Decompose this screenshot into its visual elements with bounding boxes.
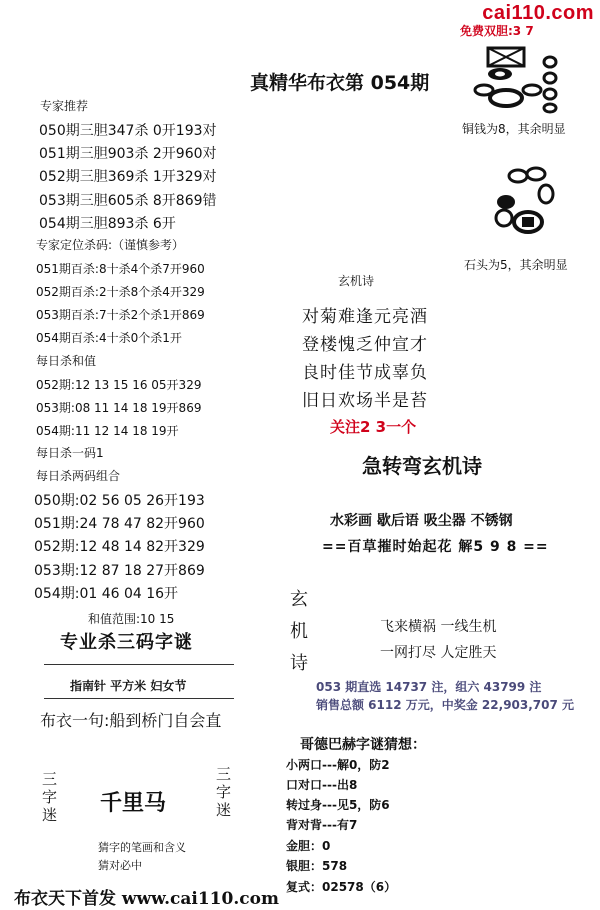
sum-range: 和值范围:10 15 [88, 612, 175, 626]
riddle-hint: 猜字的笔画和含义 [98, 841, 186, 854]
free-pick-text: 免费双胆:3 7 [460, 24, 534, 38]
riddle-title: 专业杀三码字谜 [60, 632, 193, 653]
divider [44, 698, 234, 699]
footer-text: 布衣天下首发 www.cai110.com [14, 889, 279, 909]
goethe-row: 转过身---见5，防6 [286, 798, 390, 812]
expert-row: 053期三胆605杀 8开869错 [39, 193, 217, 209]
goethe-row: 小两口---解0，防2 [286, 758, 390, 772]
position-kill-row: 054期百杀:4十杀0个杀1开 [36, 331, 182, 345]
poem-subtitle: 急转弯玄机诗 [362, 454, 482, 478]
puzzle-line: ==百草摧时始起花 解5 9 8 == [322, 539, 549, 555]
two-code-heading: 每日杀两码组合 [36, 469, 121, 483]
two-code-row: 053期:12 87 18 27开869 [34, 563, 205, 579]
goethe-row: 金胆：0 [286, 839, 331, 853]
riddle-answer: 千里马 [100, 791, 167, 816]
riddle-hint: 猜对必中 [98, 859, 142, 872]
riddle-side-left: 三 字 迷 [42, 770, 58, 824]
sum-kill-row: 054期:11 12 14 18 19开 [36, 424, 179, 438]
xuanji-vertical-title: 玄 机 诗 [290, 589, 308, 674]
position-kill-row: 053期百杀:7十杀2个杀1开869 [36, 308, 205, 322]
sum-kill-row: 052期:12 13 15 16 05开329 [36, 378, 202, 392]
divider [44, 664, 234, 665]
riddle-words: 指南针 平方米 妇女节 [70, 679, 187, 693]
expert-row: 052期三胆369杀 1开329对 [39, 169, 217, 185]
site-logo[interactable]: cai110.com [482, 2, 594, 24]
stones-picture [488, 160, 558, 240]
two-code-row: 050期:02 56 05 26开193 [34, 493, 205, 509]
poem-line: 登楼愧乏仲宣才 [302, 335, 428, 355]
expert-heading: 专家推荐 [40, 99, 89, 113]
expert-row: 054期三胆893杀 6开 [39, 216, 176, 232]
goethe-row: 银胆：578 [286, 859, 348, 873]
goethe-row: 口对口---出8 [286, 778, 358, 792]
sum-kill-heading: 每日杀和值 [36, 354, 97, 368]
focus-text: 关注2 3一个 [330, 418, 417, 436]
stones-caption: 石头为5，其余明显 [464, 258, 568, 272]
one-sentence: 布衣一句:船到桥门自会直 [40, 711, 222, 730]
two-code-row: 051期:24 78 47 82开960 [34, 516, 205, 532]
two-code-row: 054期:01 46 04 16开 [34, 586, 179, 602]
riddle-side-right: 三 字 迷 [216, 765, 232, 819]
coins-caption: 铜钱为8，其余明显 [462, 122, 566, 136]
expert-row: 050期三胆347杀 0开193对 [39, 123, 217, 139]
expert-row: 051期三胆903杀 2开960对 [39, 146, 217, 162]
poem-line: 良时佳节成辜负 [302, 363, 428, 383]
goethe-row: 复式：02578（6） [286, 880, 397, 894]
goethe-heading: 哥德巴赫字谜猜想： [300, 737, 426, 753]
position-kill-row: 052期百杀:2十杀8个杀4开329 [36, 285, 205, 299]
xuanji-line: 一网打尽 人定胜天 [380, 645, 497, 661]
sum-kill-row: 053期:08 11 14 18 19开869 [36, 401, 202, 415]
position-kill-row: 051期百杀:8十杀4个杀7开960 [36, 262, 205, 276]
xuanji-line: 飞来横祸 一线生机 [380, 619, 497, 635]
sales-line: 销售总额 6112 万元，中奖金 22,903,707 元 [316, 698, 575, 712]
poem-heading: 玄机诗 [338, 274, 375, 288]
poem-line: 对菊难逢元亮酒 [302, 307, 428, 327]
puzzle-words: 水彩画 歇后语 吸尘器 不锈钢 [330, 513, 513, 529]
coins-picture [470, 40, 570, 114]
sales-line: 053 期直选 14737 注，组六 43799 注 [316, 680, 542, 694]
two-code-row: 052期:12 48 14 82开329 [34, 539, 205, 555]
position-kill-heading: 专家定位杀码:（谨慎参考） [36, 238, 185, 252]
daily-one-code: 每日杀一码1 [36, 446, 104, 460]
goethe-row: 背对背---有7 [286, 818, 358, 832]
poem-line: 旧日欢场半是苔 [302, 391, 428, 411]
page-title: 真精华布衣第 054期 [250, 72, 430, 94]
